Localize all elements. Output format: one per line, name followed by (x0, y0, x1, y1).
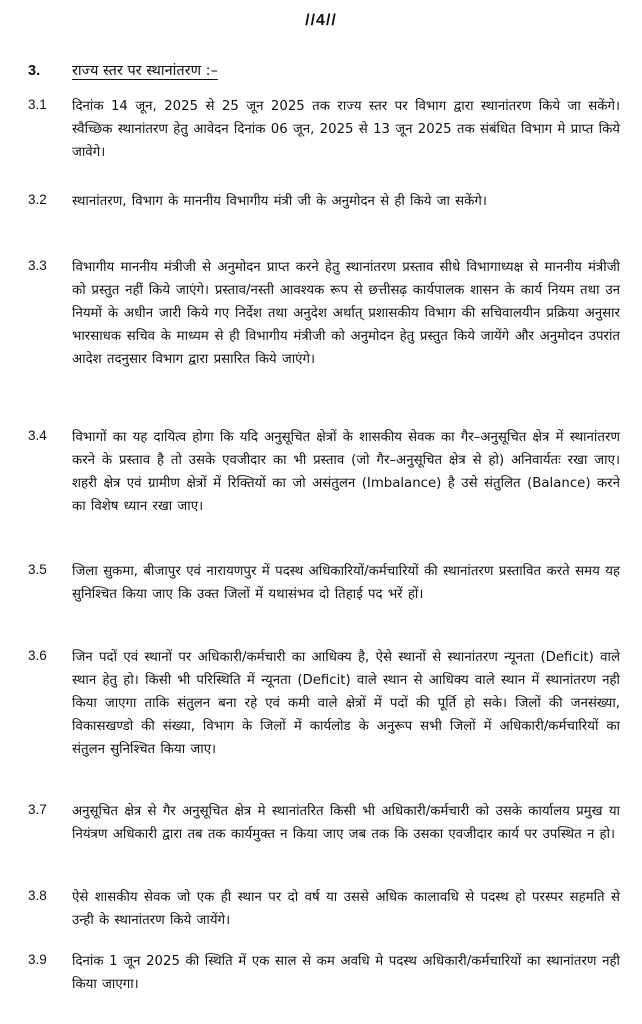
paragraph-number: 3.8 (28, 888, 47, 903)
section-title: राज्य स्तर पर स्थानांतरण :– (72, 63, 218, 79)
paragraph-text: दिनांक 14 जून, 2025 से 25 जून 2025 तक राज्य स्तर पर विभाग द्वारा स्थानांतरण किये जा सकेंगे। स्वैच्छिक स्थानांतरण हेतु आवेदन दिनांक 06 जून, 2025 से 13 जून 2025 तक संबंधित विभाग मे प्राप्त किये जावेगे। (72, 99, 620, 160)
paragraph-text: अनुसूचित क्षेत्र से गैर अनुसूचित क्षेत्र मे स्थानांतरित किसी भी अधिकारी/कर्मचारी को उसके कार्यालय प्रमुख या नियंत्रण अधिकारी द्वारा तब तक कार्यमुक्त न किया जाए जब तक कि उसका एवजीदार कार्य पर उपस्थित न हो। (72, 804, 620, 842)
paragraph-text: स्थानांतरण, विभाग के माननीय विभागीय मंत्री जी के अनुमोदन से ही किये जा सकेंगे। (72, 194, 487, 209)
section-number: 3. (28, 63, 41, 79)
paragraph-number: 3.7 (28, 802, 47, 817)
paragraph-number: 3.1 (28, 97, 47, 112)
paragraph-number: 3.6 (28, 648, 47, 663)
paragraph-number: 3.9 (28, 952, 47, 967)
paragraph-number: 3.4 (28, 428, 47, 443)
paragraph-text: विभागों का यह दायित्व होगा कि यदि अनुसूचित क्षेत्रों के शासकीय सेवक का गैर–अनुसूचित क्षेत्र में स्थानांतरण करने के प्रस्ताव है तो उसके एवजीदार का भी प्रस्ताव (जो गैर–अनुसूचित क्षेत्र से हो) अनिवार्यतः रखा जाए। शहरी क्षेत्र एवं ग्रामीण क्षेत्रों में रिक्तियों का जो असंतुलन (Imbalance) है उसे संतुलित (Balance) करने का विशेष ध्यान रखा जाए। (72, 430, 620, 514)
paragraph-number: 3.3 (28, 258, 47, 273)
paragraph-number: 3.2 (28, 192, 47, 207)
paragraph-text: विभागीय माननीय मंत्रीजी से अनुमोदन प्राप्त करने हेतु स्थानांतरण प्रस्ताव सीधे विभागाध्यक्ष से माननीय मंत्रीजी को प्रस्तुत नहीं किये जाएंगे। प्रस्ताव/नस्ती आवश्यक रूप से छत्तीसढ़ कार्यपालक शासन के कार्य नियम तथा उन नियमों के अधीन जारी किये गए निर्देश तथा अनुदेश अर्थात् प्रशासकीय विभाग की सचिवालयीन प्रक्रिया अनुसार भारसाधक सचिव के माध्यम से ही विभागीय मंत्रीजी को अनुमोदन हेतु प्रस्तुत किये जायेंगे और अनुमोदन उपरांत आदेश तदनुसार विभाग द्वारा प्रसारित किये जाएंगे। (72, 260, 620, 367)
paragraph-text: दिनांक 1 जून 2025 की स्थिति में एक साल से कम अवधि मे पदस्थ अधिकारी/कर्मचारियों का स्थानांतरण नही किया जाएगा। (72, 954, 620, 992)
page-number: //4// (305, 12, 337, 29)
section-heading (28, 61, 218, 81)
paragraph-text: ऐसे शासकीय सेवक जो एक ही स्थान पर दो वर्ष या उससे अधिक कालावधि से पदस्थ हो परस्पर सहमति से उन्ही के स्थानांतरण किये जायेंगे। (72, 890, 620, 928)
paragraph-text: जिला सुकमा, बीजापुर एवं नारायणपुर में पदस्थ अधिकारियों/कर्मचारियों की स्थानांतरण प्रस्तावित करते समय यह सुनिश्चित किया जाए कि उक्त जिलों में यथासंभव दो तिहाई पद भरें हों। (72, 564, 620, 602)
paragraph-number: 3.5 (28, 562, 47, 577)
paragraph-text: जिन पदों एवं स्थानों पर अधिकारी/कर्मचारी का आधिक्य है, ऐसे स्थानों से स्थानांतरण न्यूनता (Deficit) वाले स्थान हेतु हो। किसी भी परिस्थिति में न्यूनता (Deficit) वाले स्थान से आधिक्य वाले स्थान में स्थानांतरण नही किया जाएगा ताकि संतुलन बना रहे एवं कमी वाले क्षेत्रों में पदों की पूर्ति हो सके। जिलों की जनसंख्या, विकासखण्डो की संख्या, विभाग के जिलों में कार्यलोड के अनुरूप सभी जिलों में अधिकारी/कर्मचारियों का संतुलन सुनिश्चित किया जाए। (72, 650, 620, 757)
